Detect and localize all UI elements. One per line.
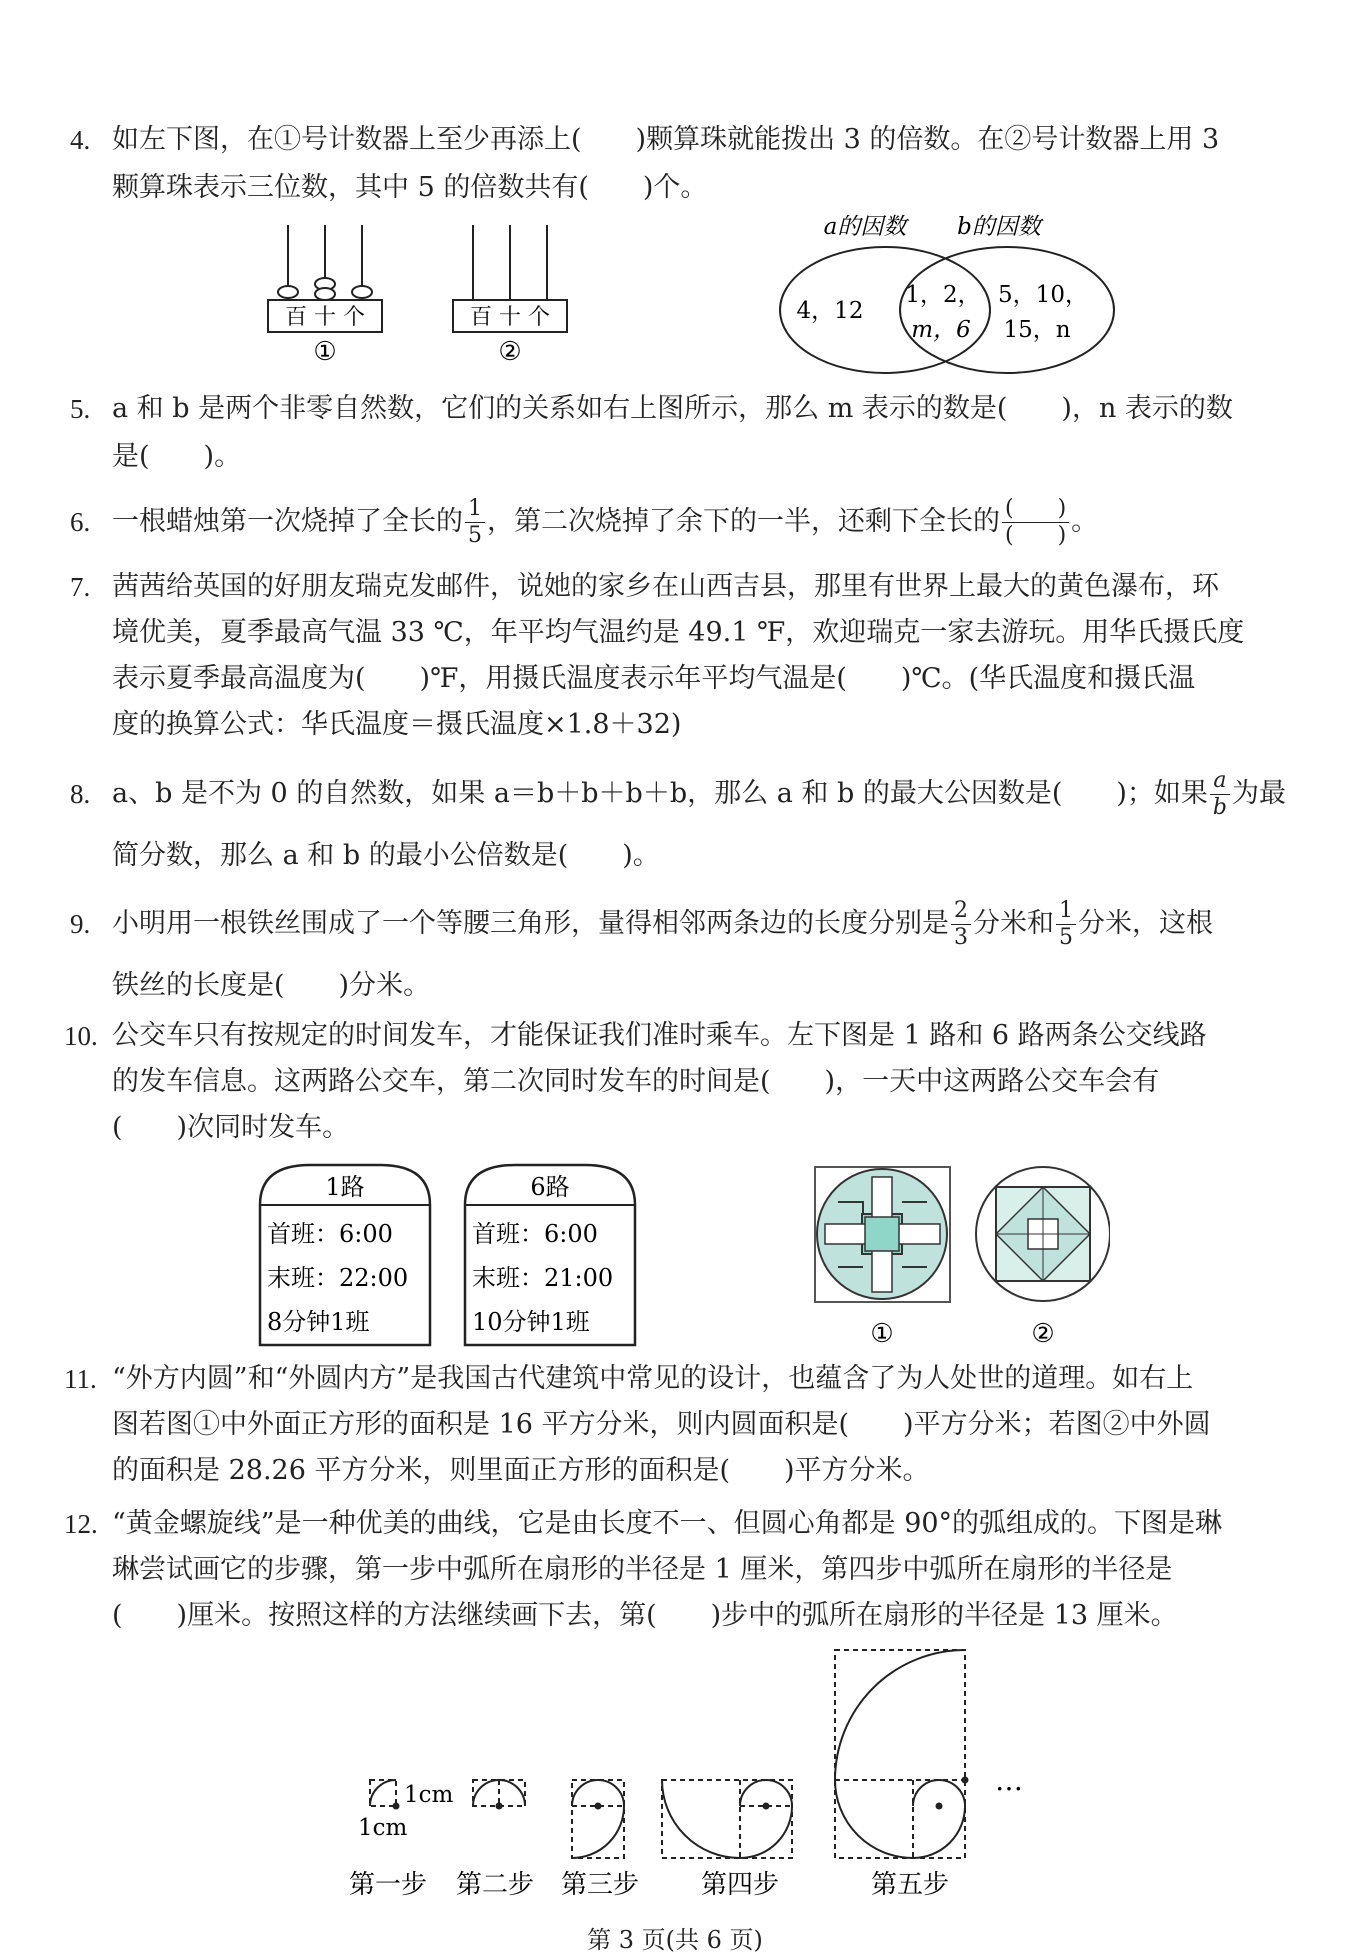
question-text: ( )厘米。按照这样的方法继续画下去，第( )步中的弧所在扇形的半径是 13 厘米。 bbox=[112, 1600, 1178, 1631]
question-text: 境优美，夏季最高气温 33 ℃，年平均气温约是 49.1 ℉，欢迎瑞克一家去游玩。用华氏摄氏度 bbox=[112, 617, 1245, 648]
question-number: 4. bbox=[70, 125, 91, 155]
design-2-circle-outside-square-inside bbox=[976, 1167, 1110, 1349]
abacus-label: ② bbox=[498, 337, 522, 367]
fraction: $\frac{1}{5}$ bbox=[465, 498, 485, 547]
question-6: 6. 一根蜡烛第一次烧掉了全长的 $\frac{1}{5}$ ，第二次烧掉了余下的一半，还剩下全长的 $\frac{( )}{( )}$ 。 bbox=[70, 496, 1099, 548]
step-label: 第一步 bbox=[348, 1870, 428, 1900]
question-text: 铁丝的长度是( )分米。 bbox=[112, 970, 431, 1001]
question-text: 公交车只有按规定的时间发车，才能保证我们准时乘车。左下图是 1 路和 6 路两条公交线路 bbox=[112, 1020, 1207, 1051]
bus-interval: 10分钟1班 bbox=[472, 1308, 590, 1336]
bus-first-departure: 首班：6:00 bbox=[472, 1220, 598, 1248]
bead bbox=[278, 286, 298, 298]
question-text: ，第二次烧掉了余下的一半，还剩下全长的 bbox=[487, 506, 1000, 537]
design-label: ② bbox=[1031, 1319, 1055, 1349]
design-label: ① bbox=[870, 1319, 894, 1349]
spiral-step-1 bbox=[370, 1780, 399, 1809]
venn-left-values: 4，12 bbox=[796, 298, 864, 324]
design-1-square-outside-circle-inside bbox=[815, 1167, 950, 1349]
bus-route-title: 1路 bbox=[325, 1173, 365, 1201]
question-text: 表示夏季最高温度为( )℉，用摄氏温度表示年平均气温是( )℃。(华氏温度和摄氏温 bbox=[112, 663, 1196, 694]
question-text: 如左下图，在①号计数器上至少再添上( )颗算珠就能拨出 3 的倍数。在②号计数器上用 3 bbox=[112, 124, 1220, 155]
dimension-label: 1cm bbox=[404, 1782, 454, 1808]
step-label: 第三步 bbox=[560, 1870, 640, 1900]
venn-circle-b bbox=[900, 247, 1114, 373]
question-text: 琳尝试画它的步骤，第一步中弧所在扇形的半径是 1 厘米，第四步中弧所在扇形的半径是 bbox=[112, 1554, 1173, 1585]
question-5 bbox=[70, 385, 1320, 481]
question-number: 7. bbox=[70, 572, 91, 602]
ellipsis: … bbox=[995, 1764, 1023, 1797]
question-number: 12. bbox=[64, 1509, 98, 1539]
venn-right-values: 15，n bbox=[1003, 317, 1071, 343]
venn-mid-values: 1，2， bbox=[905, 282, 981, 308]
fraction: $\frac{a}{b}$ bbox=[1210, 770, 1230, 819]
bus-sign-route-6 bbox=[465, 1165, 635, 1345]
question-text: 的发车信息。这两路公交车，第二次同时发车的时间是( )，一天中这两路公交车会有 bbox=[112, 1066, 1160, 1097]
question-number: 9. bbox=[70, 909, 91, 939]
step-label: 第四步 bbox=[700, 1870, 780, 1900]
question-text: 茜茜给英国的好朋友瑞克发邮件，说她的家乡在山西吉县，那里有世界上最大的黄色瀑布，环 bbox=[112, 571, 1219, 602]
dimension-label: 1cm bbox=[358, 1815, 408, 1841]
bus-sign-route-1 bbox=[260, 1165, 430, 1345]
bead bbox=[352, 286, 372, 298]
golden-spiral-steps bbox=[340, 1640, 1060, 1900]
spiral-step-5 bbox=[835, 1650, 968, 1858]
venn-right-values: 5，10， bbox=[998, 282, 1088, 308]
question-text: 图若图①中外面正方形的面积是 16 平方分米，则内圆面积是( )平方分米；若图②中外圆 bbox=[112, 1409, 1211, 1440]
question-9: 9. 小明用一根铁丝围成了一个等腰三角形，量得相邻两条边的长度分别是 $\frac{2}{3}$ 分米和 $\frac{1}{5}$ 分米，这根 铁丝的长度是( )分米。 bbox=[70, 900, 1320, 1010]
question-number: 6. bbox=[70, 507, 91, 537]
question-text: 的面积是 28.26 平方分米，则里面正方形的面积是( )平方分米。 bbox=[112, 1455, 930, 1486]
spiral-step-2 bbox=[473, 1780, 525, 1809]
question-10 bbox=[64, 1012, 1324, 1156]
question-text: 度的换算公式：华氏温度＝摄氏温度×1.8＋32) bbox=[112, 709, 682, 740]
question-text: a 和 b 是两个非零自然数，它们的关系如右上图所示，那么 m 表示的数是( )，n 表示的数 bbox=[112, 393, 1233, 424]
abacus-1 bbox=[268, 225, 382, 367]
question-4 bbox=[70, 116, 1320, 212]
question-11 bbox=[64, 1355, 1324, 1499]
question-number: 5. bbox=[70, 394, 91, 424]
question-text: “黄金螺旋线”是一种优美的曲线，它是由长度不一、但圆心角都是 90°的弧组成的。下图是琳 bbox=[112, 1508, 1223, 1539]
step-label: 第二步 bbox=[455, 1870, 535, 1900]
question-text: 是( )。 bbox=[112, 441, 242, 472]
spiral-step-4 bbox=[662, 1780, 792, 1858]
fraction: $\frac{2}{3}$ bbox=[951, 900, 971, 949]
venn-b-title: b的因数 bbox=[957, 214, 1041, 240]
fraction: $\frac{1}{5}$ bbox=[1056, 900, 1076, 949]
answer-fraction-blank[interactable]: $\frac{( )}{( )}$ bbox=[1002, 498, 1069, 547]
venn-mid-values: m，6 bbox=[911, 317, 971, 343]
bus-first-departure: 首班：6:00 bbox=[267, 1220, 393, 1248]
bus-interval: 8分钟1班 bbox=[267, 1308, 370, 1336]
question-number: 8. bbox=[70, 779, 91, 809]
question-12 bbox=[64, 1500, 1324, 1644]
abacus-2 bbox=[453, 225, 567, 367]
question-number: 11. bbox=[64, 1364, 97, 1394]
venn-diagram bbox=[775, 210, 1130, 380]
abacus-figures bbox=[260, 220, 580, 370]
bus-schedule-signs bbox=[255, 1160, 645, 1350]
question-number: 10. bbox=[64, 1021, 98, 1051]
page-footer: 第 3 页(共 6 页) bbox=[587, 1926, 763, 1954]
abacus-places: 百 十 个 bbox=[285, 305, 365, 330]
question-text: 简分数，那么 a 和 b 的最小公倍数是( )。 bbox=[112, 840, 660, 871]
abacus-label: ① bbox=[313, 337, 337, 367]
bead bbox=[315, 288, 335, 300]
bus-last-departure: 末班：22:00 bbox=[267, 1264, 409, 1292]
question-8: 8. a、b 是不为 0 的自然数，如果 a＝b＋b＋b＋b，那么 a 和 b 的最大公因数是( )；如果 $\frac{a}{b}$ 为最 简分数，那么 a 和 b 的最小公倍数是( )。 bbox=[70, 770, 1320, 880]
question-text: “外方内圆”和“外圆内方”是我国古代建筑中常见的设计，也蕴含了为人处世的道理。如右上 bbox=[112, 1363, 1194, 1394]
bus-route-title: 6路 bbox=[530, 1173, 570, 1201]
abacus-places: 百 十 个 bbox=[470, 305, 550, 330]
question-text: 一根蜡烛第一次烧掉了全长的 bbox=[112, 506, 463, 537]
bus-last-departure: 末班：21:00 bbox=[472, 1264, 614, 1292]
question-7 bbox=[70, 563, 1320, 755]
architecture-designs bbox=[810, 1162, 1110, 1352]
step-label: 第五步 bbox=[870, 1870, 950, 1900]
venn-a-title: a的因数 bbox=[823, 214, 907, 240]
spiral-step-3 bbox=[572, 1780, 624, 1858]
question-text: 小明用一根铁丝围成了一个等腰三角形，量得相邻两条边的长度分别是 bbox=[112, 908, 949, 939]
question-text: ( )次同时发车。 bbox=[112, 1112, 350, 1143]
question-text: a、b 是不为 0 的自然数，如果 a＝b＋b＋b＋b，那么 a 和 b 的最大公因数是( )；如果 bbox=[112, 778, 1208, 809]
question-text: 颗算珠表示三位数，其中 5 的倍数共有( )个。 bbox=[112, 172, 708, 203]
